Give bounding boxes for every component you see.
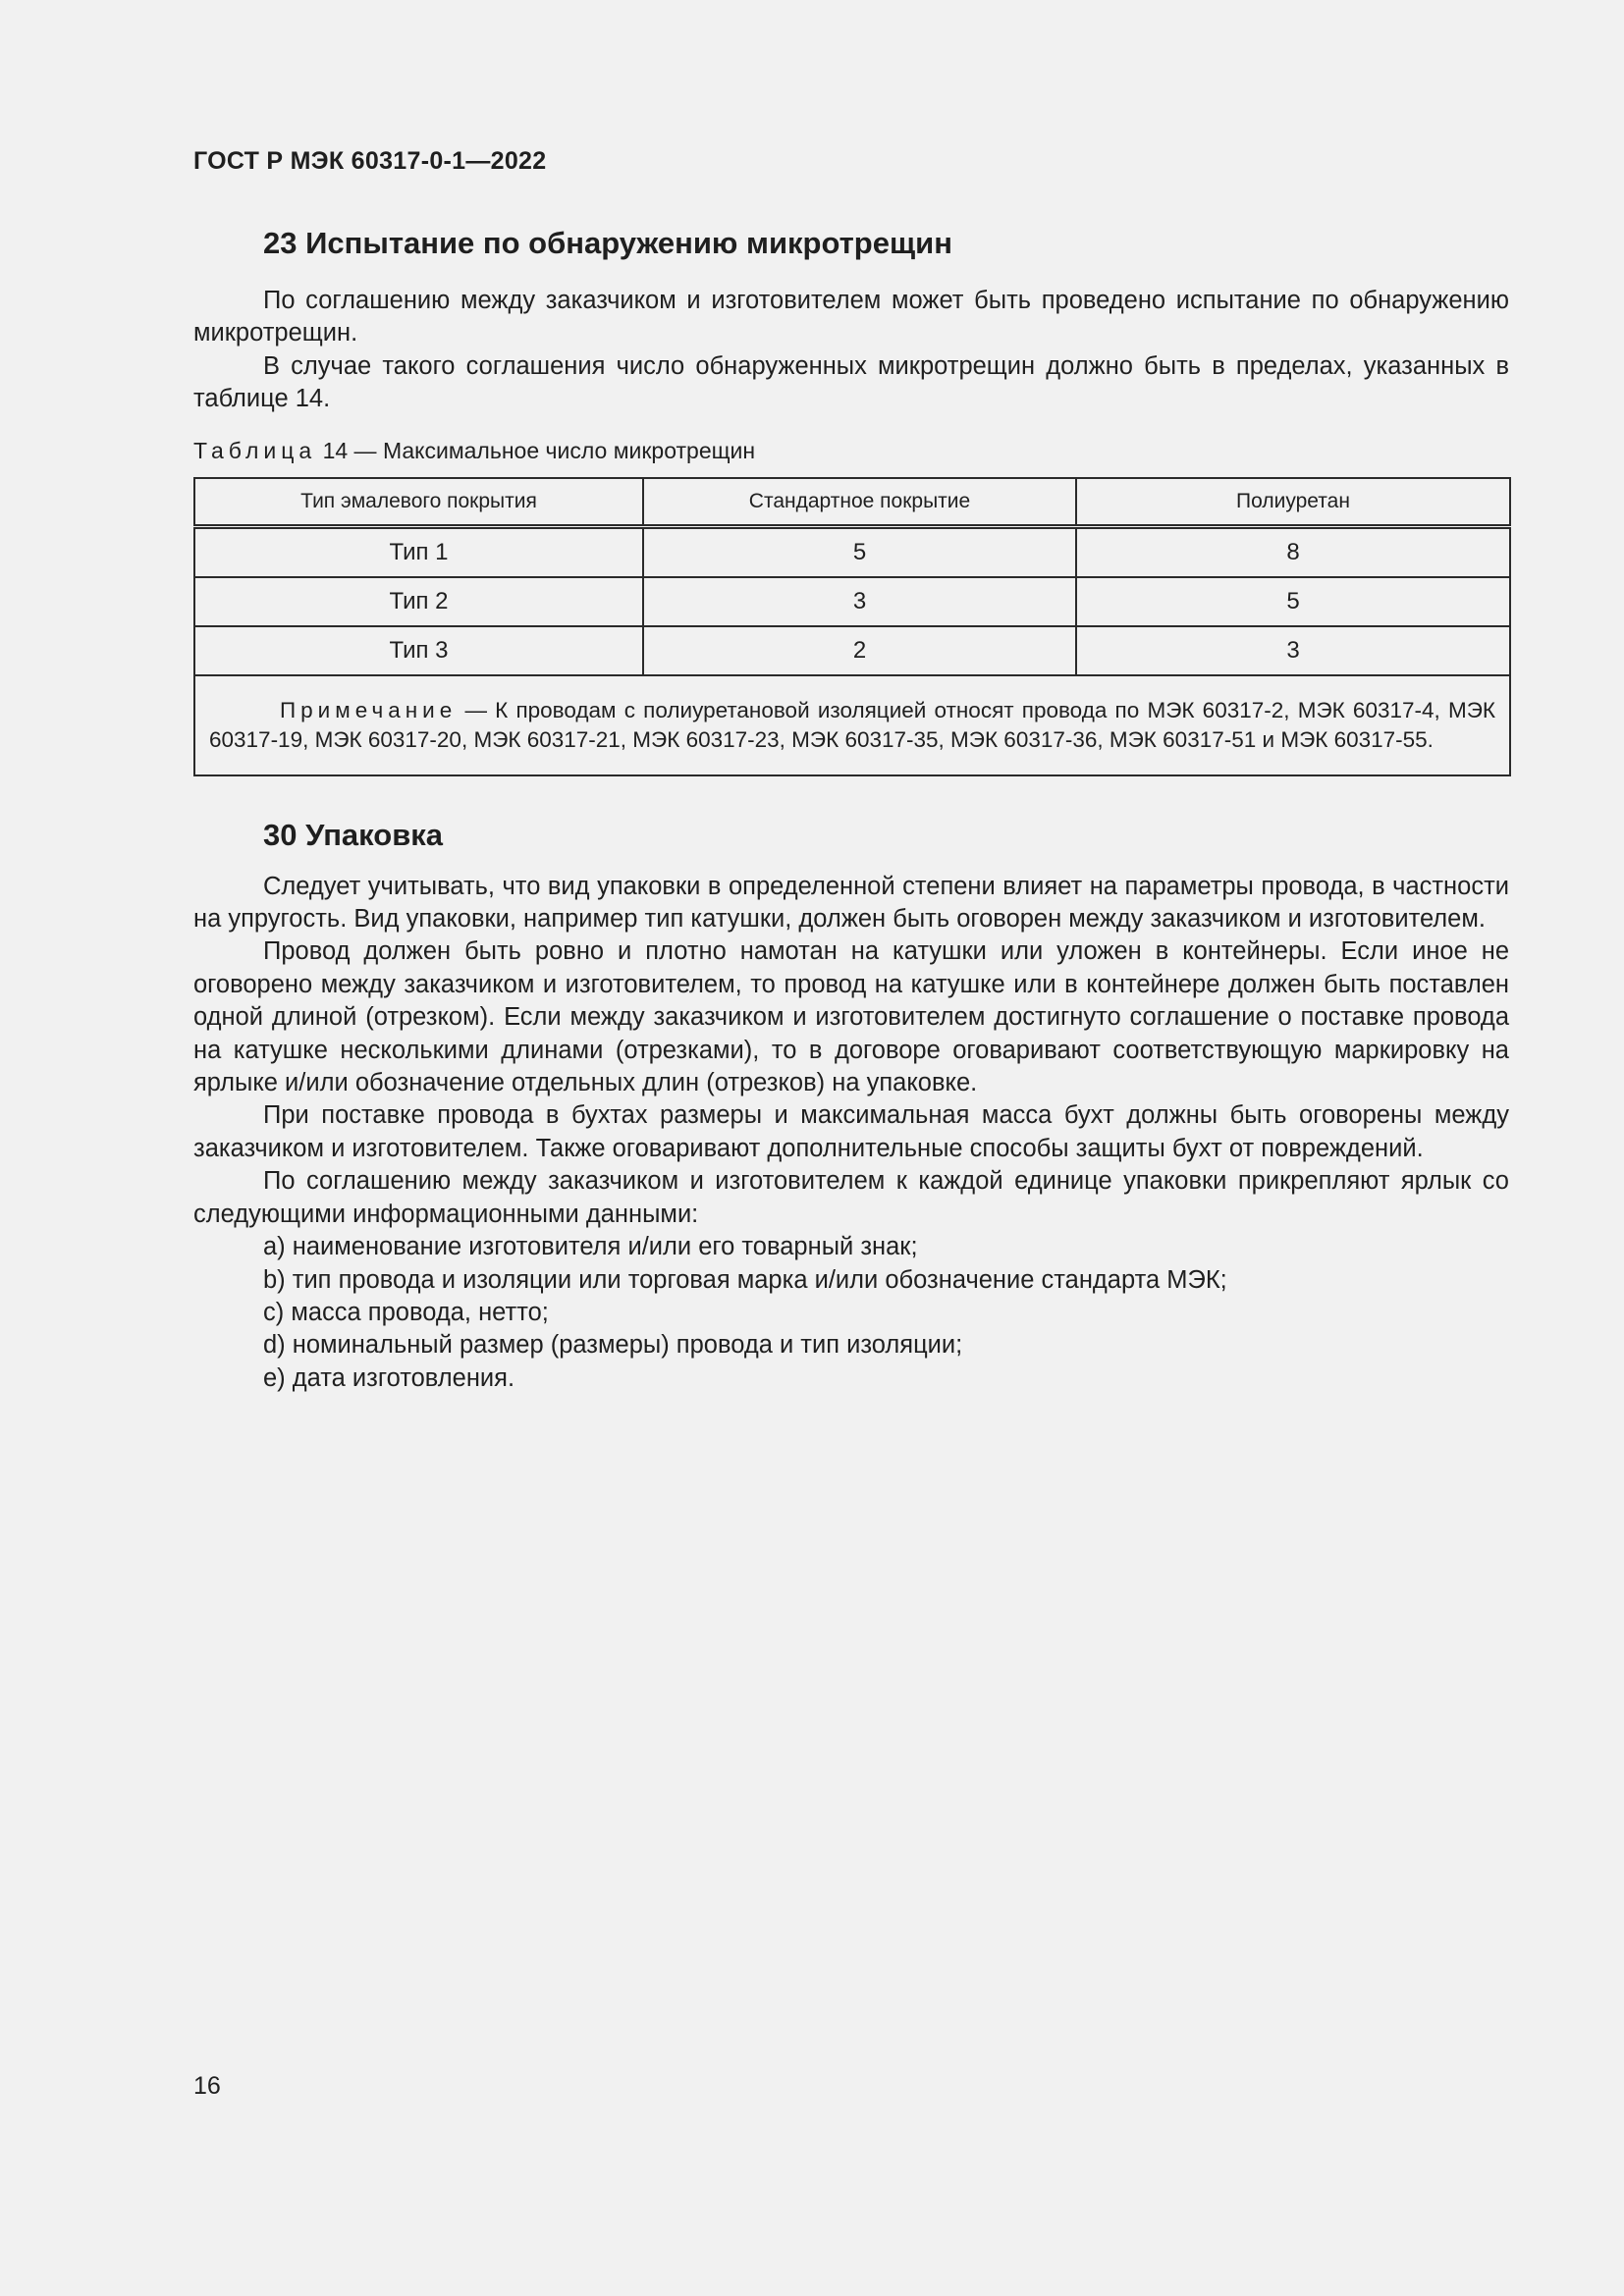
table-14-caption <box>193 436 1509 465</box>
table-cell: 8 <box>1076 526 1510 577</box>
document-header: ГОСТ Р МЭК 60317-0-1—2022 <box>193 147 547 175</box>
section-23-title: 23 Испытание по обнаружению микротрещин <box>263 226 952 260</box>
table-note-row <box>194 675 1510 775</box>
section-23-paragraph: По соглашению между заказчиком и изготовителем может быть проведено испытание по обнаружению микротрещин. <box>193 287 1509 347</box>
table-caption-text: 14 — Максимальное число микротрещин <box>322 437 756 463</box>
section-30-paragraph: Следует учитывать, что вид упаковки в определенной степени влияет на параметры провода, в частности на упругость. Вид упаковки, например тип катушки, должен быть оговорен между заказчиком и изготовителем. <box>193 872 1509 934</box>
table-row <box>194 626 1510 675</box>
list-item: d) номинальный размер (размеры) провода и тип изоляции; <box>263 1331 963 1360</box>
section-30-paragraph: По соглашению между заказчиком и изготовителем к каждой единице упаковки прикрепляют ярлык со следующими информационными данными: <box>193 1167 1509 1228</box>
table-cell: Тип 3 <box>194 626 643 675</box>
note-label: Примечание <box>280 697 458 722</box>
list-item: c) масса провода, нетто; <box>263 1298 549 1326</box>
table-cell: 3 <box>1076 626 1510 675</box>
table-14 <box>193 477 1511 776</box>
page-content <box>193 222 1509 1395</box>
column-header-coating-type: Тип эмалевого покрытия <box>194 478 643 527</box>
page-number: 16 <box>193 2072 221 2100</box>
table-note <box>194 675 1510 775</box>
table-row <box>194 526 1510 577</box>
list-item: a) наименование изготовителя и/или его товарный знак; <box>263 1233 918 1261</box>
section-30-title: 30 Упаковка <box>263 817 444 852</box>
table-cell: 5 <box>643 526 1076 577</box>
section-23 <box>193 222 1509 776</box>
list-item: b) тип провода и изоляции или торговая марка и/или обозначение стандарта МЭК; <box>263 1265 1227 1294</box>
section-23-paragraph: В случае такого соглашения число обнаруженных микротрещин должно быть в пределах, указанных в таблице 14. <box>193 351 1509 413</box>
note-text: — К проводам с полиуретановой изоляцией относят провода по МЭК 60317-2, МЭК 60317-4, МЭК 60317-19, МЭК 60317-20, МЭК 60317-21, МЭК 60317-23, МЭК 60317-35, МЭК 60317-36, МЭК 60317-51 и МЭК 60317-55. <box>209 697 1495 752</box>
list-item: e) дата изготовления. <box>263 1363 515 1392</box>
table-header-row <box>194 478 1510 527</box>
table-cell: Тип 1 <box>194 526 643 577</box>
table-cell: Тип 2 <box>194 577 643 626</box>
table-row <box>194 577 1510 626</box>
table-cell: 3 <box>643 577 1076 626</box>
section-30-paragraph: При поставке провода в бухтах размеры и максимальная масса бухт должны быть оговорены между заказчиком и изготовителем. Также оговаривают дополнительные способы защиты бухт от повреждений. <box>193 1101 1509 1162</box>
column-header-polyurethane: Полиуретан <box>1076 478 1510 527</box>
label-data-list <box>193 1231 1509 1395</box>
section-30 <box>193 814 1509 1396</box>
table-caption-label: Таблица <box>193 437 317 463</box>
section-30-paragraph: Провод должен быть ровно и плотно намотан на катушки или уложен в контейнеры. Если иное не оговорено между заказчиком и изготовителем, то провод на катушке или в контейнере должен быть поставлен одной длиной (отрезком). Если между заказчиком и изготовителем достигнуто соглашение о поставке провода на катушке несколькими длинами (отрезками), то в договоре оговаривают соответствующую маркировку на ярлыке и/или обозначение отдельных длин (отрезков) на упаковке. <box>193 937 1509 1097</box>
table-cell: 2 <box>643 626 1076 675</box>
column-header-standard-coating: Стандартное покрытие <box>643 478 1076 527</box>
table-cell: 5 <box>1076 577 1510 626</box>
